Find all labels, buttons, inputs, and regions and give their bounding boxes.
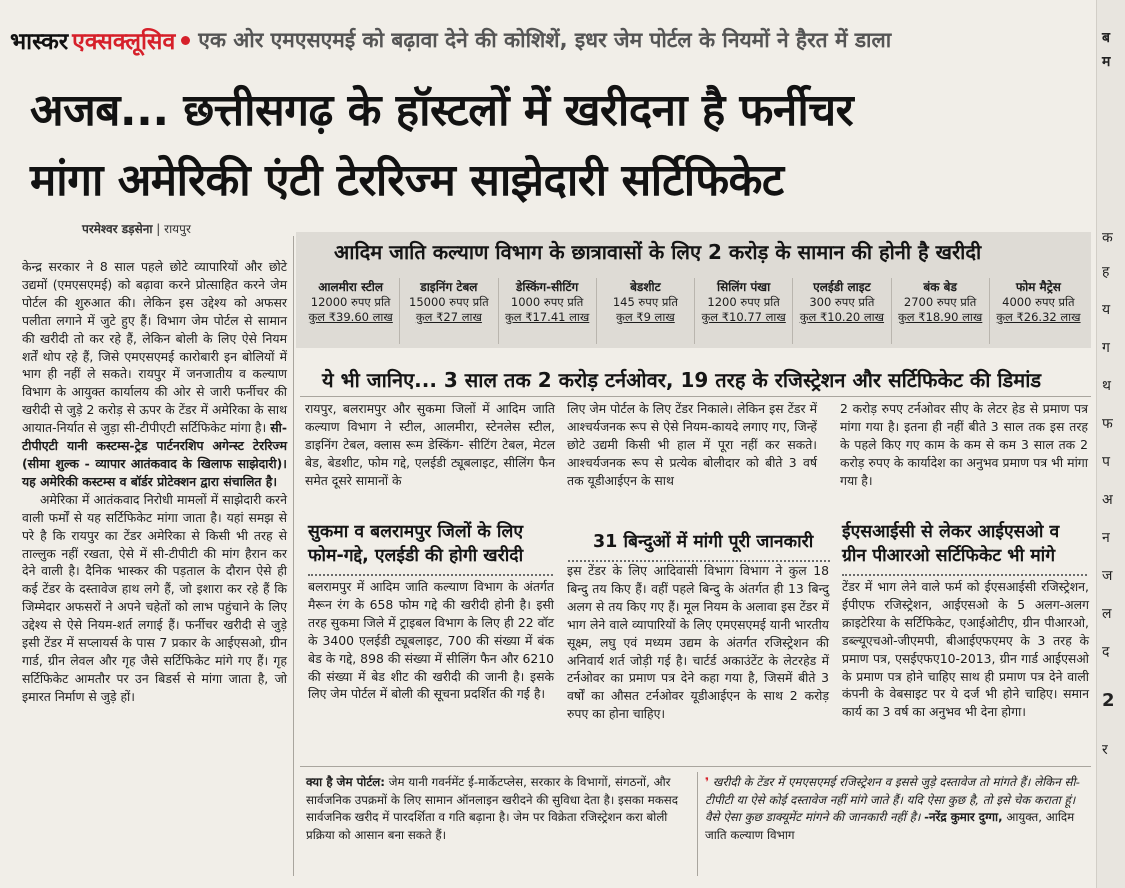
edge-text: ग — [1102, 340, 1110, 356]
headline-line-2: मांगा अमेरिकी एंटी टेररिज्म साझेदारी सर्टिफिकेट — [30, 155, 784, 206]
edge-text: ह — [1102, 264, 1110, 280]
lead-p1-text: केन्द्र सरकार ने 8 साल पहले छोटे व्यापारियों और छोटे उद्यमों (एमएसएमई) को बढ़ावा करने प्रोत्साहित करने जेम पोर्टल की शुरुआत की। लेकिन इस उद्देश्य को अफसर पलीता लगाने में जुटे हुए हैं। विभाग जेम पोर्टल से सामान की खरीदी तो कर रहे हैं, लेकिन बोली के लिए ऐसे नियम शर्तें थोप रहे हैं, जिसे एमएसएमई कारोबारी इन बोलियों में भाग ही नहीं ले सकते। रायपुर में जनजातीय व कल्याण विभाग के आयुक्त कार्यालय की ओर से जारी फर्नीचर की खरीदी से जुड़े 2 करोड़ से ऊपर के टेंडर में अमेरिका के साथ आयात-निर्यात से जुड़ा सी-टीपीएटी सर्टिफिकेट मांगा है। — [22, 259, 287, 436]
item-name: आलमीरा स्टील — [318, 280, 384, 294]
commissioner-quote — [705, 774, 1090, 844]
item-name: सिलिंग पंखा — [717, 280, 771, 294]
know-more-column-2: लिए जेम पोर्टल के लिए टेंडर निकाले। लेकिन इस टेंडर में आश्चर्यजनक रूप से ऐसे नियम-कायदे लगाए गए, जिन्हें छोटे उद्यमी किसी भी हाल में पूरा नहीं कर सकते। आश्चर्यजनक रूप से प्रत्येक बोलीदार को बीते 3 वर्ष तक यूडीआईएन के साथ — [567, 401, 817, 488]
lead-column — [22, 258, 287, 706]
item-total: कुल ₹10.20 लाख — [799, 310, 885, 324]
gem-portal-note — [306, 774, 689, 844]
section-rule — [300, 766, 1091, 767]
item-total: कुल ₹27 लाख — [415, 310, 482, 324]
kicker-line — [10, 20, 891, 60]
edge-text: ल — [1102, 606, 1112, 622]
purchase-items — [302, 278, 1087, 344]
item-rate: 1200 रुपए प्रति — [707, 295, 780, 309]
edge-text: न — [1102, 530, 1110, 546]
adjacent-column-edge — [1096, 0, 1125, 888]
edge-text: द — [1102, 644, 1110, 660]
esic-body: टेंडर में भाग लेने वाले फर्म को ईएसआईसी रजिस्ट्रेशन, ईपीएफ रजिस्ट्रेशन, आईएसओ के 5 अलग-अलग क्राइटेरिया के सर्टिफिकेट, एआईओटीए, ग्रीन पीआरओ, डब्ल्यूएचओ-जीएमपी, बीआईएफएमए के 3 तरह के प्रमाण पत्र, एसईएफए10-2013, ग्रीन गार्ड आईएसओ के प्रमाण पत्र होने चाहिए साथ ही प्रमाण पत्र देने वाली कंपनी के वेबसाइट पर ये दर्ज भी होने चाहिए। समान कार्य का 3 वर्ष का अनुभव भी देना होगा। — [842, 579, 1089, 720]
quote-body: खरीदी के टेंडर में एमएसएमई रजिस्ट्रेशन व इससे जुड़े दस्तावेज तो मांगते हैं। लेकिन सी-टीपीटी या ऐसे कोई दस्तावेज नहीं मांगे जाते हैं। यदि ऐसा कुछ है, तो इसे चेक कराता हूं। वैसे ऐसा कुछ डाक्यूमेंट मांगने की जानकारी नहीं है। — [705, 775, 1080, 824]
bullet-dot-icon — [181, 36, 190, 45]
item-name: बंक बेड — [923, 280, 957, 294]
dotted-rule — [308, 574, 553, 576]
item-total: कुल ₹18.90 लाख — [897, 310, 983, 324]
quote-mark-icon: ❜ — [705, 775, 710, 789]
edge-text: ब — [1102, 30, 1110, 46]
sukma-heading: सुकमा व बलरामपुर जिलों के लिए फोम-गद्दे, एलईडी की होगी खरीदी — [308, 522, 524, 566]
exclusive-tag: एक्सक्लूसिव — [72, 29, 176, 55]
item-rate: 145 रुपए प्रति — [612, 295, 678, 309]
item-total: कुल ₹9 लाख — [615, 310, 675, 324]
item-rate: 12000 रुपए प्रति — [310, 295, 391, 309]
edge-text: 2 — [1102, 690, 1115, 711]
purchase-item — [695, 278, 793, 344]
edge-text: म — [1102, 54, 1111, 70]
know-more-heading: ये भी जानिए... 3 साल तक 2 करोड़ टर्नओवर, 19 तरह के रजिस्ट्रेशन और सर्टिफिकेट की डिमांड — [322, 368, 1042, 392]
item-rate: 15000 रुपए प्रति — [409, 295, 489, 309]
item-rate: 4000 रुपए प्रति — [1002, 295, 1075, 309]
know-more-column-1: रायपुर, बलरामपुर और सुकमा जिलों में आदिम जाति कल्याण विभाग ने स्टील, आलमीरा, स्टेनलेस स्टील, डाइनिंग टेबल, क्लास रूम डेस्किंग- सीटिंग टेबल, मेटल बेड, बेडशीट, फोम गद्दे, एलईडी ट्यूबलाइट, सीलिंग फैन समेत दूसरे सामानों के — [305, 401, 555, 488]
purchase-item — [793, 278, 891, 344]
infobox-title: आदिम जाति कल्याण विभाग के छात्रावासों के लिए 2 करोड़ के सामान की होनी है खरीदी — [334, 240, 982, 264]
quote-author: -नरेंद्र कुमार दुग्गा, — [924, 810, 1003, 824]
sukma-body: बलरामपुर में आदिम जाति कल्याण विभाग के अंतर्गत मैरून रंग के 658 फोम गद्दे की खरीदी होनी है। इसी तरह सुकमा जिले में ट्राइबल विभाग के लिए ही 22 वॉट के 3400 एलईडी ट्यूबलाइट, 700 की संख्या में बंक बेड के गद्दे, 898 की संख्या में सीलिंग फैन और 6210 की संख्या में बेड शीट की खरीदी की जानी है। इसके लिए जेम पोर्टल में बोली की सूचना प्रदर्शित की गई है। — [308, 579, 554, 702]
lead-paragraph-1 — [22, 258, 287, 491]
item-name: डेस्किंग-सीटिंग — [515, 280, 579, 294]
kicker-text: एक ओर एमएसएमई को बढ़ावा देने की कोशिशें, इधर जेम पोर्टल के नियमों ने हैरत में डाला — [198, 28, 892, 52]
purchase-item — [597, 278, 695, 344]
item-name: बेडशीट — [630, 280, 661, 294]
know-more-column-3: 2 करोड़ रुपए टर्नओवर सीए के लेटर हेड से प्रमाण पत्र मांगा गया है। इतना ही नहीं बीते 3 साल तक इस तरह के पहले किए गए काम के कम से कम 3 साल तक 2 करोड़ रुपए के कार्यादेश का अनुभव प्रमाण पत्र भी मांगा गया है। — [840, 401, 1088, 488]
byline — [82, 220, 191, 237]
byline-name: परमेश्वर डड़सेना — [82, 222, 153, 236]
item-total: कुल ₹10.77 लाख — [701, 310, 786, 324]
box-divider — [697, 772, 698, 876]
edge-text: क — [1102, 230, 1113, 246]
headline-line-1: अजब... छत्तीसगढ़ के हॉस्टलों में खरीदना है फर्नीचर — [30, 85, 854, 136]
item-total: कुल ₹17.41 लाख — [504, 310, 590, 324]
points-body: इस टेंडर के लिए आदिवासी विभाग विभाग ने कुल 18 बिन्दु तय किए हैं। वहीं पहले बिन्दु के अंतर्गत ही 13 बिन्दु अलग से तय किए गए हैं। मूल नियम के अलावा इस टेंडर में भाग लेने वाले व्यापारियों के लिए एमएसएमई यानी भारतीय सूक्ष्म, लघु एवं मध्यम उद्यम के अंतर्गत रजिस्ट्रेशन की अनिवार्य शर्त जोड़ी गई है। चार्टर्ड अकाउंटेंट के लेटरहेड में टर्नओवर का प्रमाण पत्र देने कहा गया है, जिसमें बीते 3 वर्षों का औसत टर्नओवर यूडीआईएन के साथ 2 करोड़ रुपए का होना चाहिए। — [567, 563, 829, 722]
byline-separator: | — [152, 222, 165, 236]
edge-text: य — [1102, 302, 1111, 318]
item-total: कुल ₹39.60 लाख — [308, 310, 393, 324]
edge-text: प — [1102, 454, 1110, 470]
purchase-infobox — [296, 232, 1091, 348]
item-name: डाइनिंग टेबल — [420, 280, 478, 294]
item-rate: 300 रुपए प्रति — [809, 295, 875, 309]
quote-designation: आयुक्त, आदिम जाति कल्याण विभाग — [705, 810, 1075, 842]
purchase-item — [302, 278, 400, 344]
item-total: कुल ₹26.32 लाख — [996, 310, 1081, 324]
section-rule — [300, 396, 1091, 397]
edge-text: ज — [1102, 568, 1113, 584]
purchase-item — [499, 278, 597, 344]
esic-heading: ईएसआईसी से लेकर आईएसओ व ग्रीन पीआरओ सर्टिफिकेट भी मांगे — [842, 522, 1060, 566]
points-heading: 31 बिन्दुओं में मांगी पूरी जानकारी — [593, 532, 814, 552]
gem-note-body: जेम यानी गवर्नमेंट ई-मार्केटप्लेस, सरकार के विभागों, संगठनों, और सार्वजनिक उपक्रमों के लिए सामान ऑनलाइन खरीदने की सुविधा देता है। इसका मकसद सार्वजनिक खरीद में पारदर्शिता व गति बढ़ाना है। जेम पर विक्रेता रजिस्ट्रेशन करा बोली प्रक्रिया को आसान बना सकते हैं। — [306, 775, 679, 842]
lead-p1-bold: सी-टीपीएटी यानी कस्टम्स-ट्रेड पार्टनरशिप अगेन्स्ट टेररिज्म (सीमा शुल्क - व्यापार आतंकवाद के खिलाफ साझेदारी)। यह अमेरिकी कस्टम्स व बॉर्डर प्रोटेक्शन द्वारा संचालित है। — [22, 420, 287, 489]
gem-note-lead: क्या है जेम पोर्टल: — [306, 775, 386, 789]
item-name: फोम मैट्रेस — [1015, 280, 1061, 294]
column-divider — [293, 236, 294, 876]
item-rate: 2700 रुपए प्रति — [903, 295, 977, 309]
lead-paragraph-2: अमेरिका में आतंकवाद निरोधी मामलों में साझेदारी करने वाली फर्मों से यह सर्टिफिकेट मांगा जाता है। यहां समझ से परे है कि रायपुर का टेंडर अमेरिका से किसी भी तरह से ताल्लुक नहीं रखता, ऐसे में सी-टीपीटी की मांग हैरान कर देने वाली है। दैनिक भास्कर की पड़ताल के दौरान ऐसे ही कई टेंडर के दस्तावेज हाथ लगे हैं, जो इशारा कर रहे हैं कि जिम्मेदार अफसरों ने अपने चहेतों को लाभ पहुंचाने के लिए उद्देश्य से ऐसे नियम-शर्त लगाई हैं। फर्नीचर खरीदी से जुड़े इसी टेंडर में सप्लायर्स के पास 7 प्रकार के आईएसओ, ग्रीन गार्ड, ग्रीन लेवल और गृह जैसे सर्टिफिकेट मांगे गए हैं। गृह सर्टिफिकेट आमतौर पर उन बिडर्स से मांगा जाता है, जो इमारत निर्माण से जुड़े हों। — [22, 491, 287, 704]
edge-text: थ — [1102, 378, 1111, 394]
byline-place: रायपुर — [164, 222, 191, 236]
item-rate: 1000 रुपए प्रति — [510, 295, 584, 309]
dotted-rule — [842, 574, 1087, 576]
edge-text: र — [1102, 742, 1108, 758]
edge-text: फ — [1102, 416, 1113, 432]
purchase-item — [990, 278, 1087, 344]
brand-name: भास्कर — [10, 29, 69, 55]
edge-text: अ — [1102, 492, 1113, 508]
purchase-item — [400, 278, 498, 344]
item-name: एलईडी लाइट — [813, 280, 871, 294]
purchase-item — [892, 278, 990, 344]
